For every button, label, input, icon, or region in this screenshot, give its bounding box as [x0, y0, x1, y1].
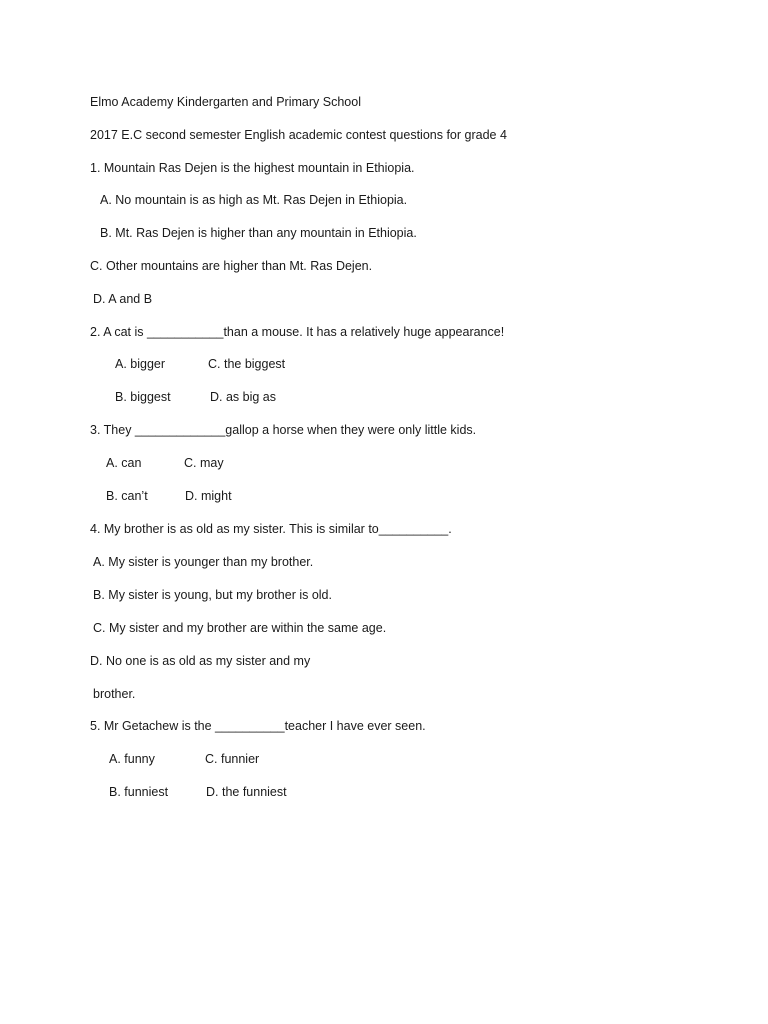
q5-option-a: A. funny	[109, 752, 155, 766]
question-5: 5. Mr Getachew is the __________teacher I have ever seen.	[90, 719, 426, 733]
q3-option-c: C. may	[184, 456, 224, 470]
q2-option-b: B. biggest	[115, 390, 171, 404]
contest-subtitle: 2017 E.C second semester English academic contest questions for grade 4	[90, 128, 507, 142]
q1-option-d: D. A and B	[93, 292, 153, 306]
q4-option-a: A. My sister is younger than my brother.	[93, 555, 314, 569]
q3-option-a: A. can	[106, 456, 142, 470]
q1-option-c: C. Other mountains are higher than Mt. Ras Dejen.	[90, 259, 373, 273]
q2-option-c: C. the biggest	[208, 357, 286, 371]
question-4: 4. My brother is as old as my sister. This is similar to__________.	[90, 522, 452, 536]
q2-option-d: D. as big as	[210, 390, 277, 404]
q4-option-c: C. My sister and my brother are within the same age.	[93, 621, 387, 635]
q4-option-b: B. My sister is young, but my brother is old.	[93, 588, 332, 602]
q5-option-d: D. the funniest	[206, 785, 287, 799]
q4-option-d-line-2: brother.	[93, 687, 136, 701]
school-name: Elmo Academy Kindergarten and Primary School	[90, 95, 361, 109]
question-2: 2. A cat is ___________than a mouse. It has a relatively huge appearance!	[90, 325, 505, 339]
q1-option-b: B. Mt. Ras Dejen is higher than any mountain in Ethiopia.	[100, 226, 417, 240]
q1-option-a: A. No mountain is as high as Mt. Ras Dejen in Ethiopia.	[100, 193, 408, 207]
q4-option-d-line-1: D. No one is as old as my sister and my	[90, 654, 311, 668]
q3-option-b: B. can’t	[106, 489, 148, 503]
question-1: 1. Mountain Ras Dejen is the highest mountain in Ethiopia.	[90, 161, 415, 175]
q5-option-b: B. funniest	[109, 785, 169, 799]
q3-option-d: D. might	[185, 489, 232, 503]
q5-option-c: C. funnier	[205, 752, 260, 766]
question-3: 3. They _____________gallop a horse when they were only little kids.	[90, 423, 477, 437]
q2-option-a: A. bigger	[115, 357, 166, 371]
